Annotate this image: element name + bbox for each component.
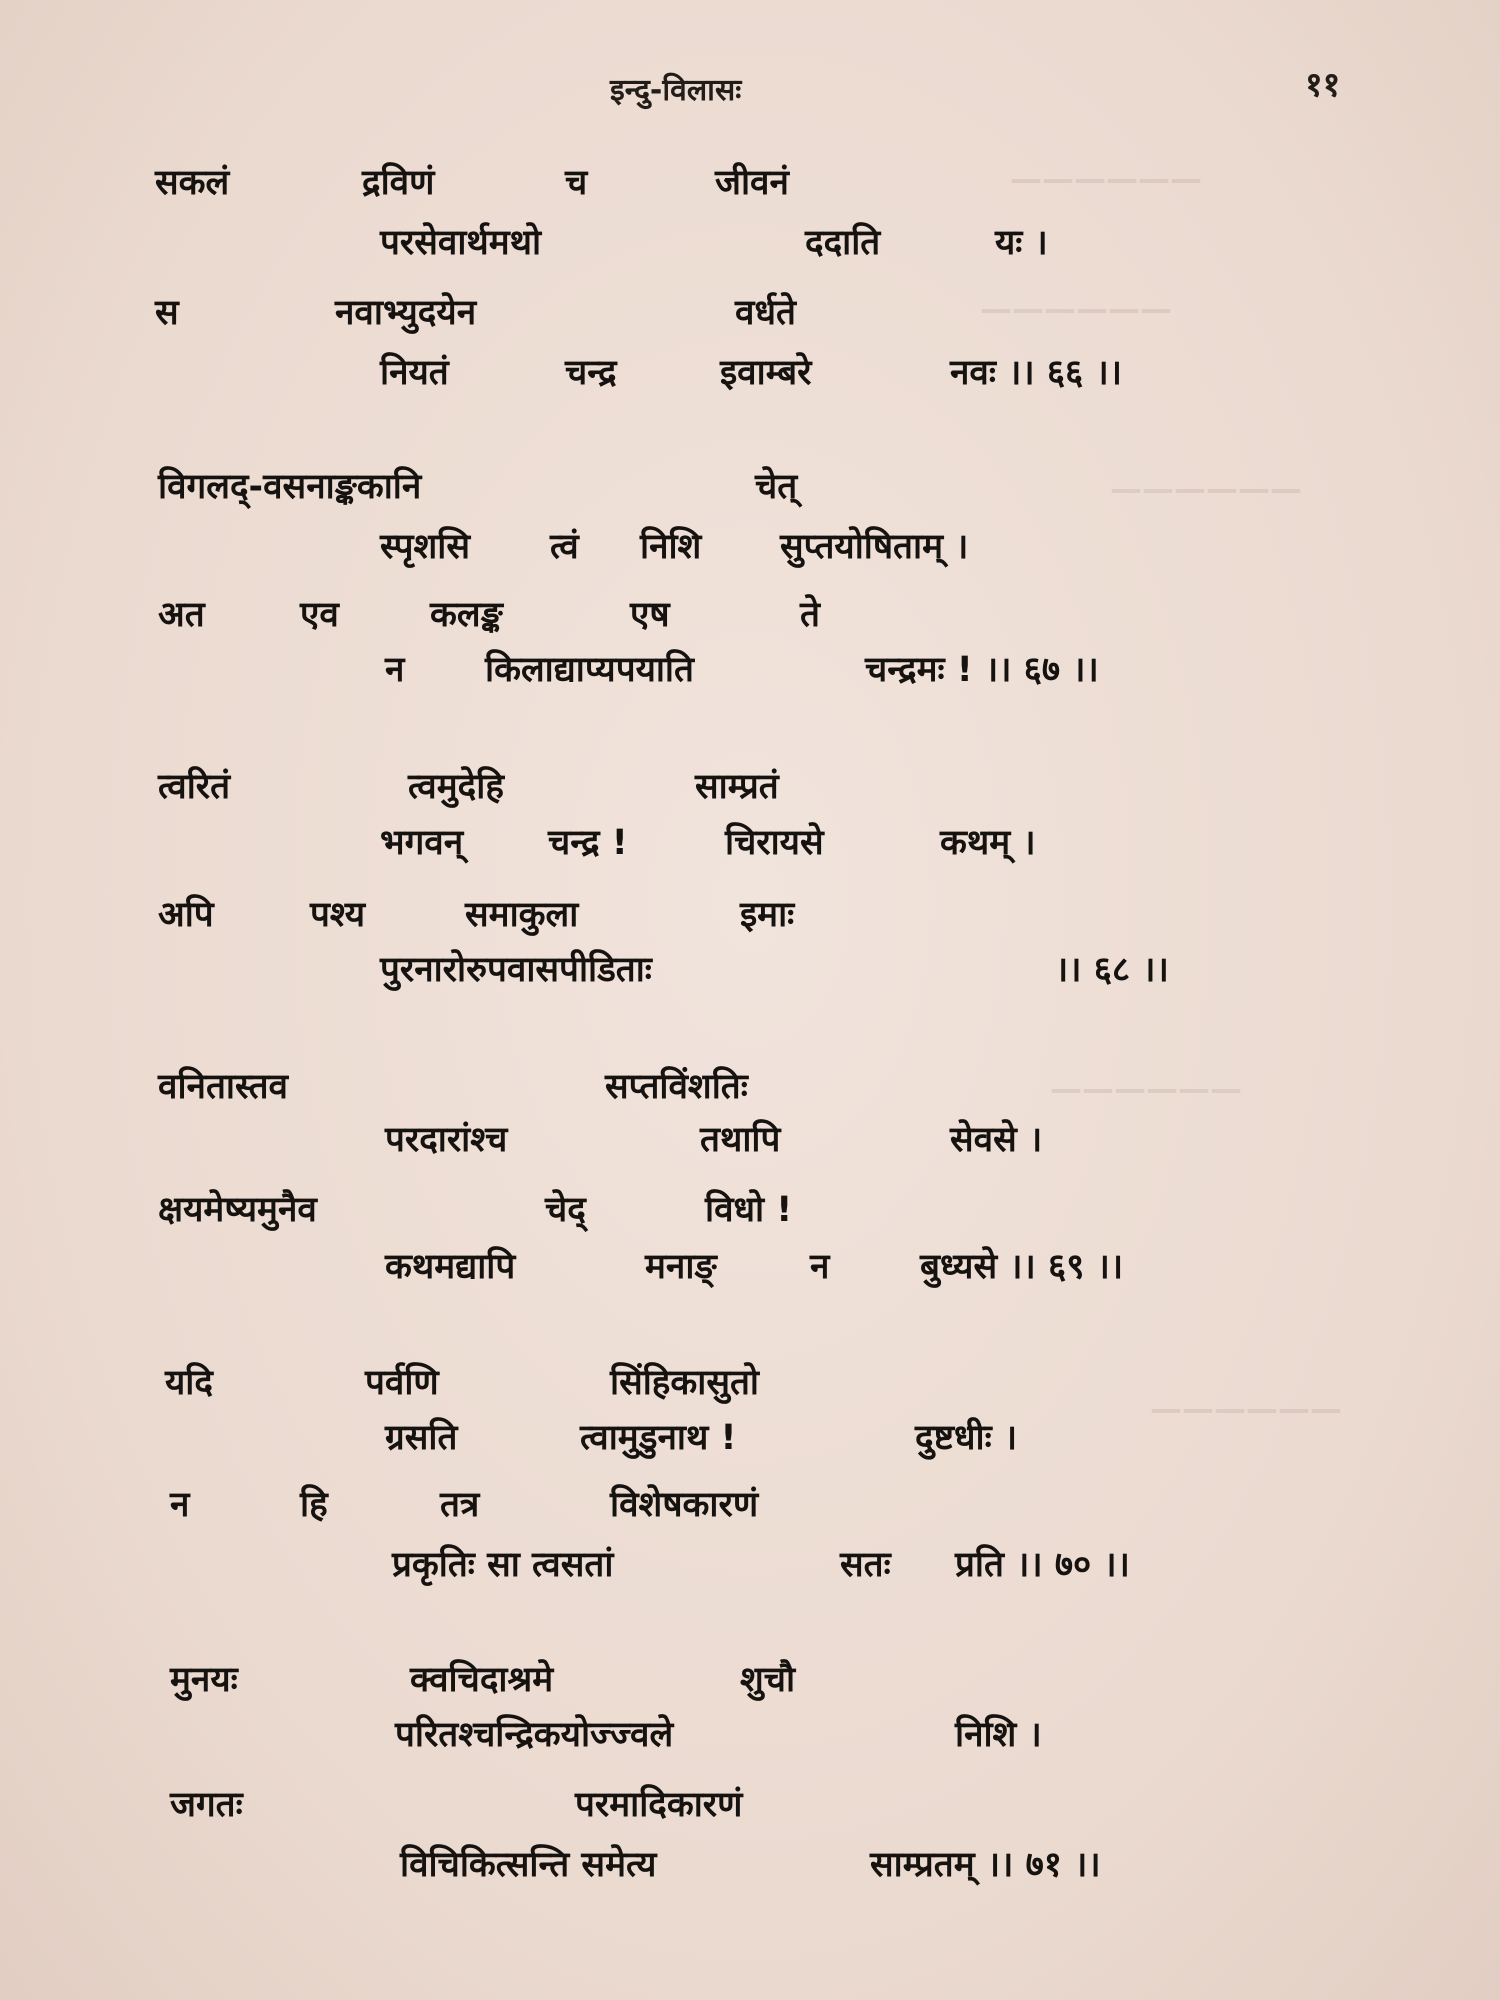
verse-word: क्वचिदाश्रमे <box>410 1660 554 1700</box>
verse-word: चेद् <box>545 1190 586 1230</box>
verse-word: सुप्तयोषिताम् । <box>780 527 969 567</box>
verse-word: न <box>170 1485 190 1525</box>
verse-word: विशेषकारणं <box>610 1485 759 1525</box>
verse-word: यः । <box>995 223 1048 263</box>
verse-word: प्रकृतिः सा त्वसतां <box>392 1545 614 1585</box>
verse-word: मनाङ् <box>645 1247 717 1287</box>
verse-word: विचिकित्सन्ति समेत्य <box>400 1845 657 1885</box>
verse-word: परितश्चन्द्रिकयोज्ज्वले <box>395 1715 674 1755</box>
verse-word: विगलद्-वसनाङ्ककानि <box>158 467 422 507</box>
verse-word: सतः <box>840 1545 891 1585</box>
verse-word: हि <box>300 1485 328 1525</box>
verse-word: परदारांश्च <box>385 1120 508 1160</box>
verse-word: त्वमुदेहि <box>408 767 504 807</box>
verse-word: यदि <box>165 1363 213 1403</box>
verse-word: पर्वणि <box>365 1363 439 1403</box>
verse-word: सकलं <box>155 163 230 203</box>
show-through-text: —————— <box>1150 1390 1342 1428</box>
verse-word: तत्र <box>440 1485 480 1525</box>
verse-word: स <box>155 293 179 333</box>
verse-word: नियतं <box>380 353 449 393</box>
verse-word: सेवसे । <box>950 1120 1043 1160</box>
verse-word: वर्धते <box>735 293 796 333</box>
verse-word: शुचौ <box>740 1660 796 1700</box>
verse-word: ददाति <box>805 223 881 263</box>
verse-word: बुध्यसे ।। ६९ ।। <box>920 1247 1124 1287</box>
verse-word: विधो ! <box>705 1190 793 1230</box>
verse-word: च <box>565 163 588 203</box>
verse-word: नवाभ्युदयेन <box>335 293 477 333</box>
verse-word: परमादिकारणं <box>575 1785 743 1825</box>
verse-word: परसेवार्थमथो <box>380 223 542 263</box>
show-through-text: —————— <box>1010 160 1202 198</box>
verse-word: त्वामुडुनाथ ! <box>580 1418 737 1458</box>
verse-word: तथापि <box>700 1120 781 1160</box>
verse-word: साम्प्रतं <box>695 767 779 807</box>
verse-word: त्वं <box>550 527 579 567</box>
verse-word: ते <box>800 595 820 635</box>
verse-word: चन्द्रमः ! ।। ६७ ।। <box>865 650 1099 690</box>
verse-word: इमाः <box>740 895 795 935</box>
verse-word: समाकुला <box>465 895 579 935</box>
verse-word: चेत् <box>755 467 798 507</box>
verse-word: एव <box>300 595 339 635</box>
verse-word: पुरनारोरुपवासपीडिताः <box>380 950 652 990</box>
verse-word: कथम् । <box>940 823 1036 863</box>
verse-word: साम्प्रतम् ।। ७१ ।। <box>870 1845 1101 1885</box>
show-through-text: —————— <box>1110 470 1302 508</box>
verse-word: कथमद्यापि <box>385 1247 516 1287</box>
verse-word: ग्रसति <box>385 1418 458 1458</box>
verse-word: किलाद्याप्यपयाति <box>485 650 694 690</box>
verse-word: नवः ।। ६६ ।। <box>950 353 1122 393</box>
verse-word: पश्य <box>310 895 366 935</box>
verse-word: क्षयमेष्यमुनैव <box>158 1190 317 1230</box>
verse-word: एष <box>630 595 670 635</box>
verse-word: स्पृशसि <box>380 527 471 567</box>
show-through-text: —————— <box>1050 1070 1242 1108</box>
verse-word: भगवन् <box>380 823 464 863</box>
verse-word: सिंहिकासुतो <box>610 1363 759 1403</box>
verse-word: मुनयः <box>170 1660 238 1700</box>
verse-word: दुष्टधीः । <box>915 1418 1018 1458</box>
verse-word: त्वरितं <box>158 767 231 807</box>
verse-word: वनितास्तव <box>158 1067 288 1107</box>
verse-word: जीवनं <box>715 163 789 203</box>
verse-word: अपि <box>158 895 214 935</box>
verse-word: निशि । <box>955 1715 1042 1755</box>
verse-word: चन्द्र ! <box>548 823 628 863</box>
verse-word: अत <box>158 595 205 635</box>
verse-word: कलङ्क <box>430 595 503 635</box>
verse-word: जगतः <box>170 1785 243 1825</box>
verse-word: ।। ६८ ।। <box>1055 950 1169 990</box>
verse-word: प्रति ।। ७० ।। <box>955 1545 1130 1585</box>
verse-word: चन्द्र <box>565 353 617 393</box>
verse-word: न <box>385 650 405 690</box>
verse-word: निशि <box>640 527 702 567</box>
verse-word: न <box>810 1247 830 1287</box>
verse-word: सप्तविंशतिः <box>605 1067 748 1107</box>
verse-word: इवाम्बरे <box>720 353 812 393</box>
verse-word: चिरायसे <box>725 823 824 863</box>
show-through-text: —————— <box>980 290 1172 328</box>
page-number: ११ <box>1305 65 1341 105</box>
running-title: इन्दु-विलासः <box>610 73 742 108</box>
verse-word: द्रविणं <box>362 163 435 203</box>
